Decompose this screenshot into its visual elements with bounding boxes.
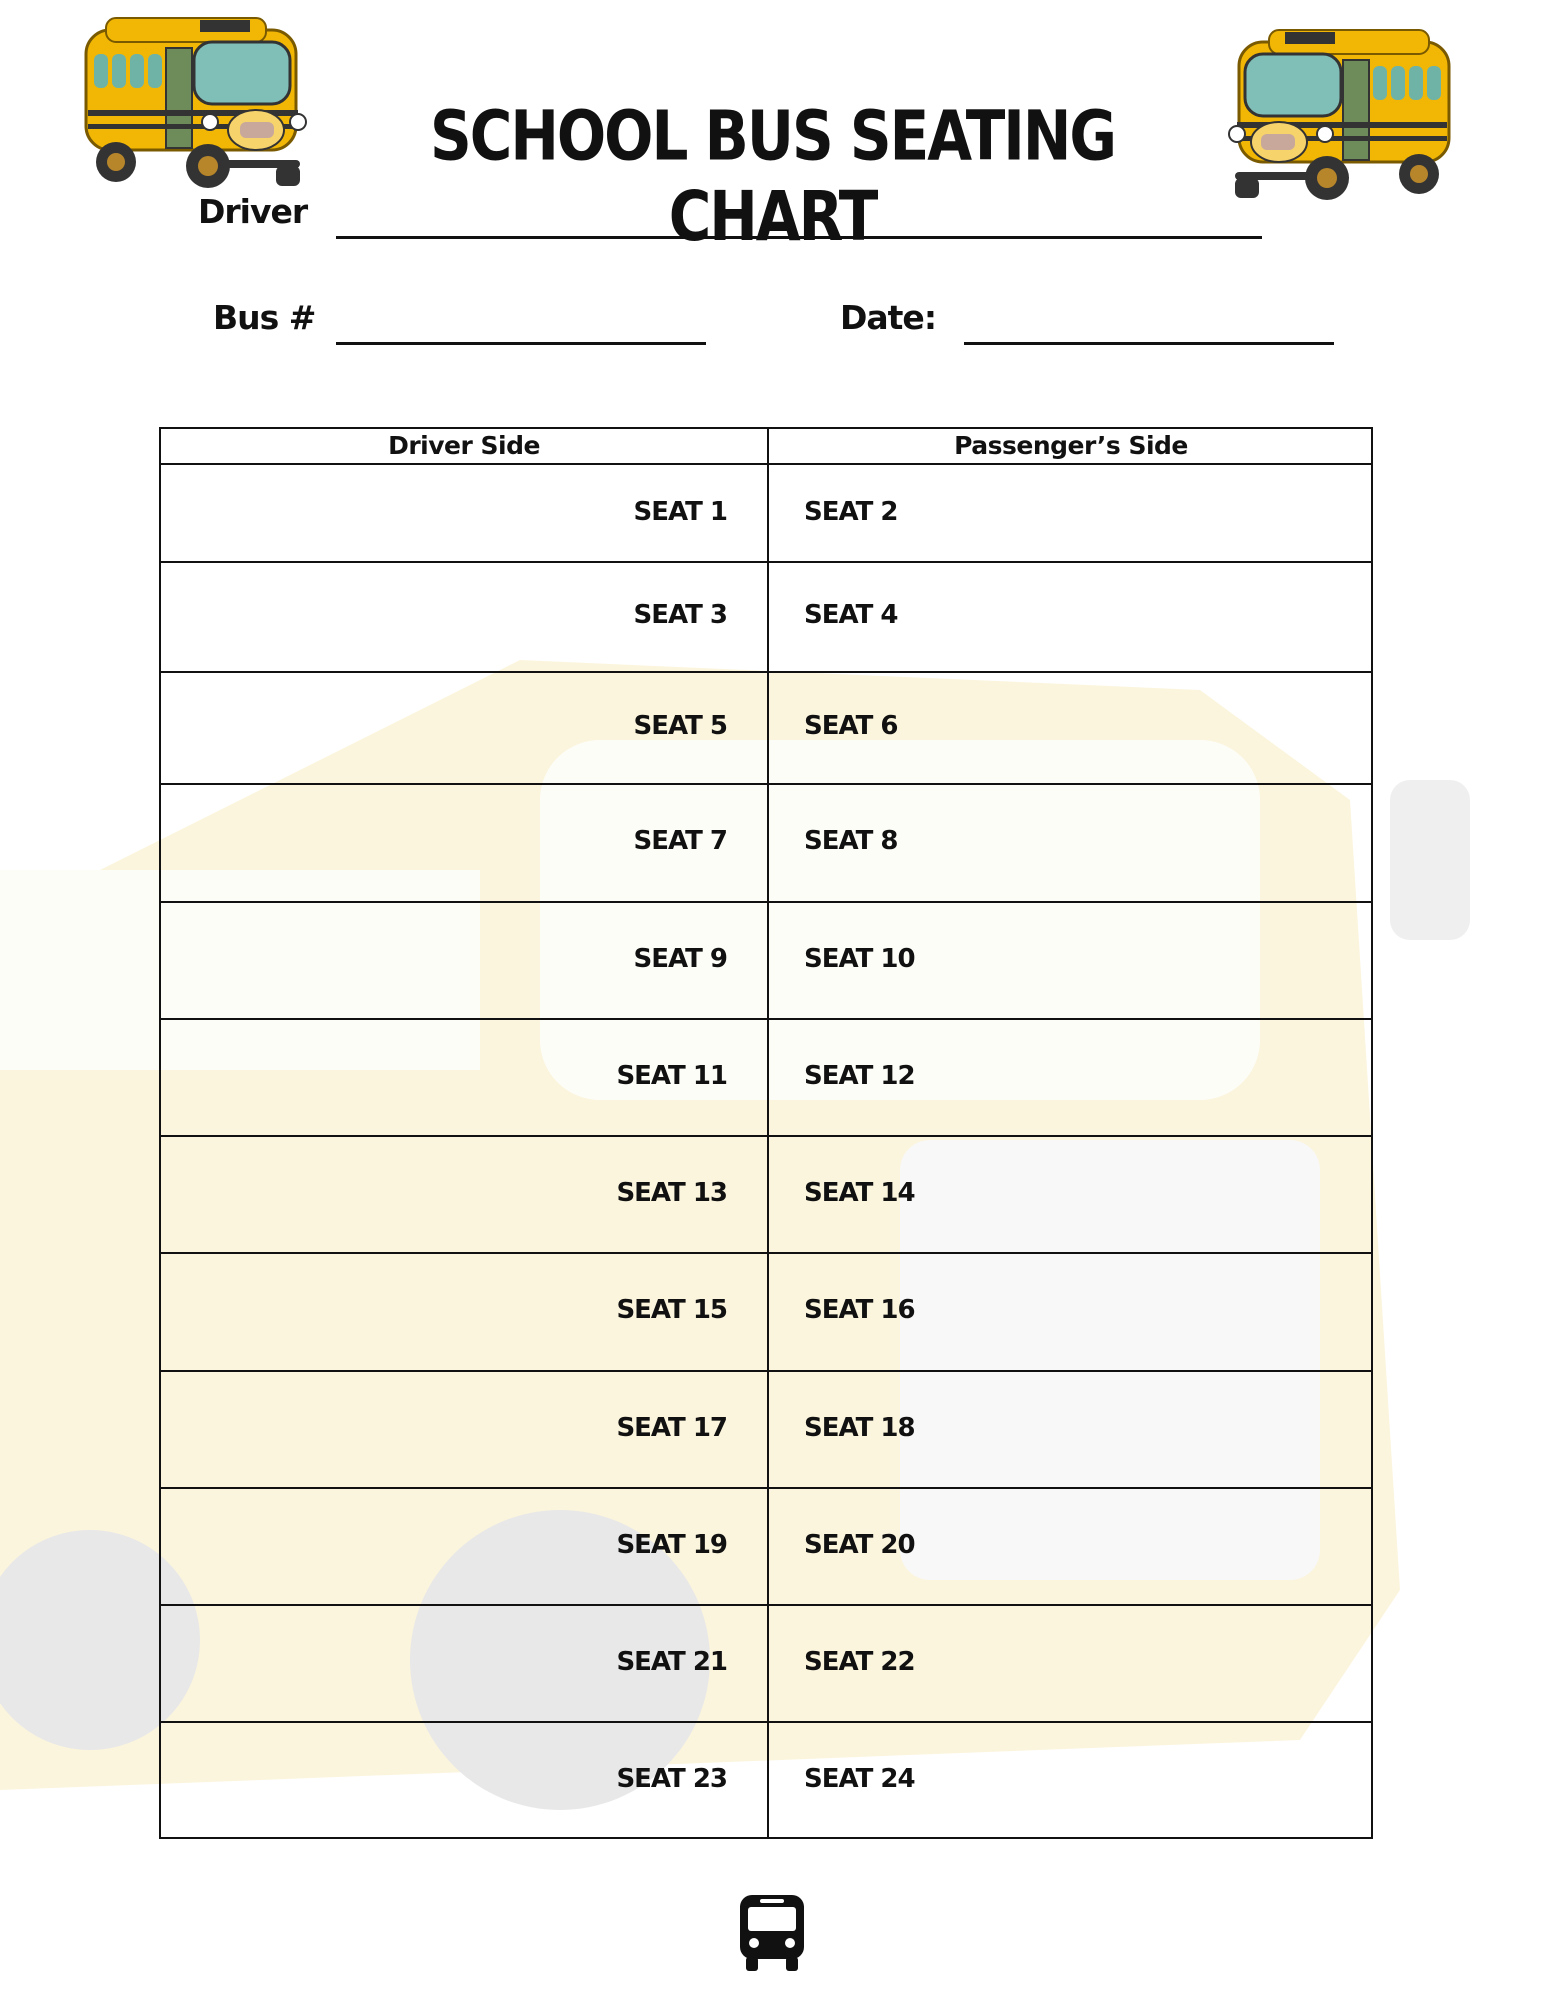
seat-label-passenger-side: SEAT 2	[804, 497, 898, 527]
bus-number-label: Bus #	[213, 298, 316, 337]
bus-icon	[736, 1893, 808, 1973]
page-title: SCHOOL BUS SEATING CHART	[430, 96, 1115, 257]
seat-label-driver-side: SEAT 11	[616, 1060, 727, 1091]
seat-label-passenger-side: SEAT 10	[804, 943, 915, 974]
seat-label-driver-side: SEAT 7	[633, 826, 727, 856]
seat-label-passenger-side: SEAT 18	[804, 1412, 915, 1443]
row-divider	[159, 1018, 1373, 1020]
date-line[interactable]	[964, 342, 1334, 345]
row-divider	[159, 1135, 1373, 1137]
seat-label-driver-side: SEAT 21	[616, 1646, 727, 1677]
seat-label-driver-side: SEAT 5	[633, 711, 727, 741]
chart-center-divider	[767, 427, 769, 1839]
seat-label-driver-side: SEAT 19	[616, 1529, 727, 1560]
date-label: Date:	[840, 298, 937, 337]
seat-label-passenger-side: SEAT 14	[804, 1177, 915, 1208]
bus-number-line[interactable]	[336, 342, 706, 345]
seat-label-driver-side: SEAT 3	[633, 600, 727, 630]
seat-label-passenger-side: SEAT 24	[804, 1764, 915, 1794]
row-divider	[159, 901, 1373, 903]
row-divider	[159, 1604, 1373, 1606]
seat-label-passenger-side: SEAT 20	[804, 1529, 915, 1560]
row-divider	[159, 1370, 1373, 1372]
row-divider	[159, 561, 1373, 563]
passenger-side-header: Passenger’s Side	[769, 427, 1373, 465]
seat-label-driver-side: SEAT 1	[633, 497, 727, 527]
row-divider	[159, 671, 1373, 673]
seat-label-driver-side: SEAT 15	[616, 1295, 727, 1325]
seat-label-driver-side: SEAT 23	[616, 1764, 727, 1794]
row-divider	[159, 1721, 1373, 1723]
school-bus-icon	[1225, 22, 1455, 212]
driver-label: Driver	[198, 192, 308, 231]
seating-chart-table	[159, 427, 1373, 1839]
seat-label-passenger-side: SEAT 6	[804, 711, 898, 741]
seat-label-passenger-side: SEAT 4	[804, 600, 898, 630]
driver-side-header: Driver Side	[159, 427, 769, 465]
seat-label-driver-side: SEAT 17	[616, 1412, 727, 1443]
school-bus-icon	[80, 10, 310, 200]
seat-label-driver-side: SEAT 13	[616, 1177, 727, 1208]
seat-label-passenger-side: SEAT 8	[804, 826, 898, 856]
seat-label-passenger-side: SEAT 16	[804, 1295, 915, 1325]
seat-label-passenger-side: SEAT 22	[804, 1646, 915, 1677]
row-divider	[159, 1252, 1373, 1254]
row-divider	[159, 1487, 1373, 1489]
driver-name-line[interactable]	[336, 236, 1262, 239]
seat-label-driver-side: SEAT 9	[633, 943, 727, 974]
seat-label-passenger-side: SEAT 12	[804, 1060, 915, 1091]
row-divider	[159, 783, 1373, 785]
